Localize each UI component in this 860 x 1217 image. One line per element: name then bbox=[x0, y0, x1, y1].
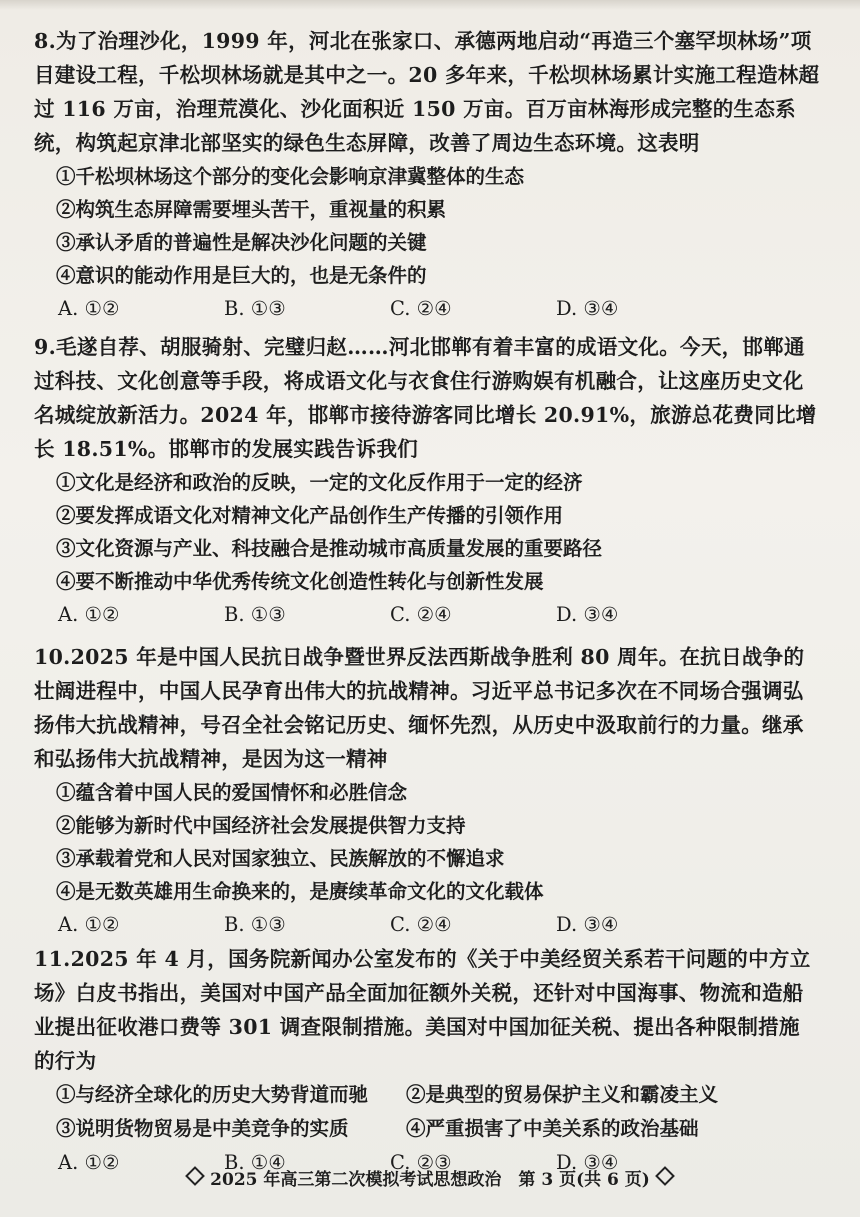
choice-c[interactable]: C. ②④ bbox=[390, 297, 452, 320]
choice-d[interactable]: D. ③④ bbox=[556, 1151, 619, 1174]
choice-a[interactable]: A. ①② bbox=[58, 297, 120, 320]
question-11-stem bbox=[34, 942, 820, 1078]
question-11 bbox=[34, 942, 820, 1180]
question-11-option-1: ①与经济全球化的历史大势背道而驰 bbox=[56, 1083, 369, 1106]
question-11-option-4: ④严重损害了中美关系的政治基础 bbox=[406, 1117, 699, 1140]
footer-text: 2025 年高三第二次模拟考试思想政治 第 3 页(共 6 页) bbox=[210, 1170, 650, 1190]
choice-b[interactable]: B. ①③ bbox=[224, 603, 286, 626]
question-8 bbox=[34, 24, 820, 326]
choice-b[interactable]: B. ①③ bbox=[224, 297, 286, 320]
question-8-stem bbox=[34, 24, 820, 160]
question-8-number: 8. bbox=[34, 29, 57, 53]
choice-d[interactable]: D. ③④ bbox=[556, 603, 619, 626]
question-11-options-row-1 bbox=[34, 1078, 820, 1112]
choice-c[interactable]: C. ②③ bbox=[390, 1151, 452, 1174]
question-8-text: 为了治理沙化，1999 年，河北在张家口、承德两地启动“再造三个塞罕坝林场”项目建设工程，千松坝林场就是其中之一。20 多年来，千松坝林场累计实施工程造林超过 116 万亩，治理荒漠化、沙化面积近 150 万亩。百万亩林海形成完整的生态系统，构筑起京津北部坚实的绿色生态屏障，改善了周边生态环境。这表明 bbox=[34, 29, 820, 155]
question-9-stem bbox=[34, 330, 820, 466]
question-10-choices bbox=[34, 908, 820, 942]
choice-a[interactable]: A. ①② bbox=[58, 913, 120, 936]
question-10-stem bbox=[34, 640, 820, 776]
question-10-option-4: ④是无数英雄用生命换来的，是赓续革命文化的文化载体 bbox=[56, 880, 544, 903]
choice-d[interactable]: D. ③④ bbox=[556, 297, 619, 320]
choice-a[interactable]: A. ①② bbox=[58, 603, 120, 626]
question-9-option-2: ②要发挥成语文化对精神文化产品创作生产传播的引领作用 bbox=[56, 504, 564, 527]
question-10-option-2: ②能够为新时代中国经济社会发展提供智力支持 bbox=[56, 814, 466, 837]
question-11-option-2: ②是典型的贸易保护主义和霸凌主义 bbox=[406, 1083, 719, 1106]
question-10-option-1: ①蕴含着中国人民的爱国情怀和必胜信念 bbox=[56, 781, 408, 804]
question-9-option-4: ④要不断推动中华优秀传统文化创造性转化与创新性发展 bbox=[56, 570, 544, 593]
choice-a[interactable]: A. ①② bbox=[58, 1151, 120, 1174]
page-footer bbox=[0, 1165, 860, 1190]
question-10-number: 10. bbox=[34, 645, 71, 669]
question-10-text: 2025 年是中国人民抗日战争暨世界反法西斯战争胜利 80 周年。在抗日战争的壮阔进程中，中国人民孕育出伟大的抗战精神。习近平总书记多次在不同场合强调弘扬伟大抗战精神，号召全社会铭记历史、缅怀先烈，从历史中汲取前行的力量。继承和弘扬伟大抗战精神，是因为这一精神 bbox=[34, 645, 805, 771]
question-11-options-row-2 bbox=[34, 1112, 820, 1146]
choice-d[interactable]: D. ③④ bbox=[556, 913, 619, 936]
choice-c[interactable]: C. ②④ bbox=[390, 913, 452, 936]
question-10-option-3: ③承载着党和人民对国家独立、民族解放的不懈追求 bbox=[56, 847, 505, 870]
question-11-text: 2025 年 4 月，国务院新闻办公室发布的《关于中美经贸关系若干问题的中方立场》白皮书指出，美国对中国产品全面加征额外关税，还针对中国海事、物流和造船业提出征收港口费等 301 调查限制措施。美国对中国加征关税、提出各种限制措施的行为 bbox=[34, 947, 811, 1073]
question-9 bbox=[34, 330, 820, 632]
question-9-choices bbox=[34, 598, 820, 632]
page-fold-shadow bbox=[0, 0, 860, 10]
choice-c[interactable]: C. ②④ bbox=[390, 603, 452, 626]
question-8-option-1: ①千松坝林场这个部分的变化会影响京津冀整体的生态 bbox=[56, 165, 525, 188]
question-9-option-1: ①文化是经济和政治的反映，一定的文化反作用于一定的经济 bbox=[56, 471, 583, 494]
diamond-right-icon bbox=[655, 1166, 675, 1186]
question-10 bbox=[34, 640, 820, 942]
choice-b[interactable]: B. ①③ bbox=[224, 913, 286, 936]
question-11-option-3: ③说明货物贸易是中美竞争的实质 bbox=[56, 1117, 349, 1140]
question-8-option-2: ②构筑生态屏障需要埋头苦干，重视量的积累 bbox=[56, 198, 447, 221]
question-8-choices bbox=[34, 292, 820, 326]
choice-b[interactable]: B. ①④ bbox=[224, 1151, 286, 1174]
question-8-option-4: ④意识的能动作用是巨大的，也是无条件的 bbox=[56, 264, 427, 287]
question-9-number: 9. bbox=[34, 335, 57, 359]
question-9-option-3: ③文化资源与产业、科技融合是推动城市高质量发展的重要路径 bbox=[56, 537, 603, 560]
question-11-number: 11. bbox=[34, 947, 71, 971]
question-9-text: 毛遂自荐、胡服骑射、完璧归赵……河北邯郸有着丰富的成语文化。今天，邯郸通过科技、文化创意等手段，将成语文化与衣食住行游购娱有机融合，让这座历史文化名城绽放新活力。2024 年，邯郸市接待游客同比增长 20.91%，旅游总花费同比增长 18.51%。邯郸市的发展实践告诉我们 bbox=[34, 335, 817, 461]
question-8-option-3: ③承认矛盾的普遍性是解决沙化问题的关键 bbox=[56, 231, 427, 254]
diamond-left-icon bbox=[185, 1166, 205, 1186]
